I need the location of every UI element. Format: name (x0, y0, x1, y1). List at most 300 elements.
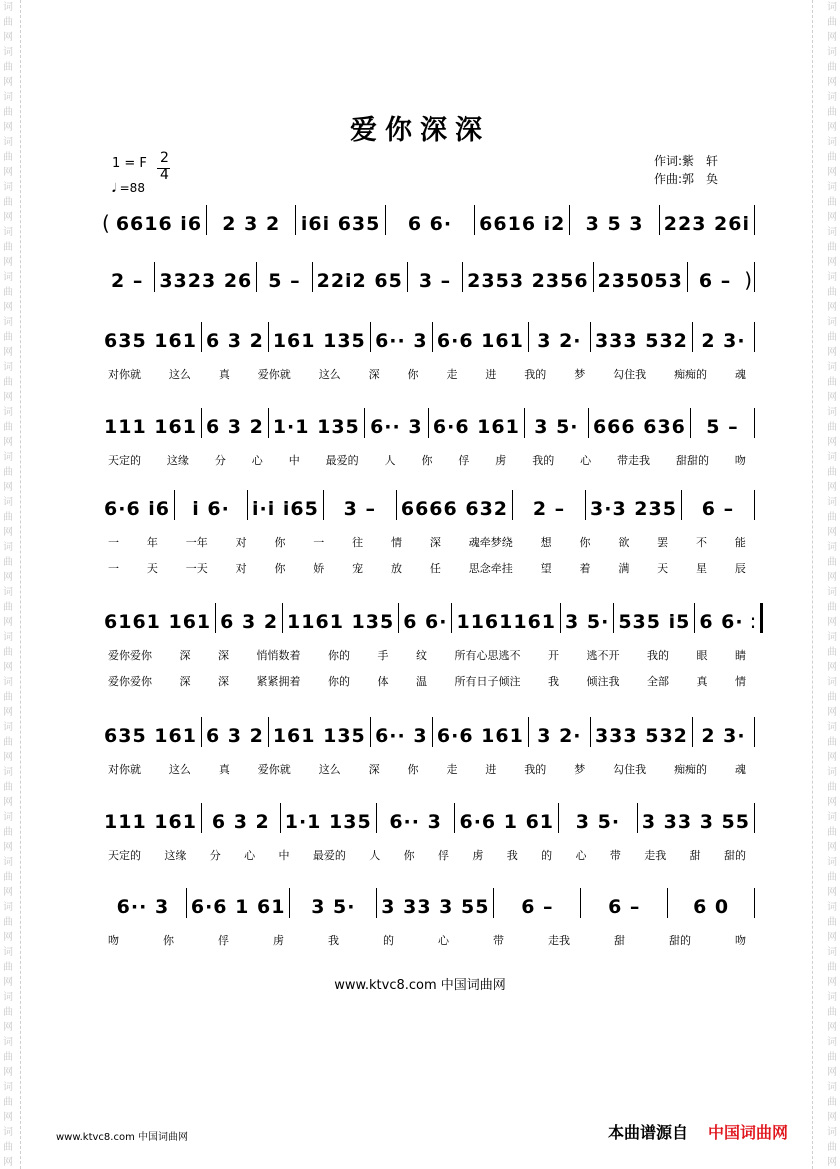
watermark-glyph: 网 (3, 1022, 13, 1033)
lyric-word: 中 (278, 849, 290, 862)
measure: 6·· 3 (375, 725, 428, 747)
watermark-strip-right (824, 0, 840, 1169)
measure: 235053 (597, 270, 683, 292)
measure: 3·3 235 (590, 498, 677, 520)
lyric-word: 全部 (647, 675, 669, 688)
watermark-glyph: 曲 (3, 332, 13, 343)
measure: 111 161 (104, 416, 197, 438)
measure: 3 2· (537, 330, 582, 352)
measure: 6666 632 (400, 498, 509, 520)
lyric-word: 人 (384, 454, 396, 467)
watermark-glyph: 网 (827, 572, 837, 583)
lyric-line (108, 761, 748, 777)
watermark-glyph: 词 (827, 92, 837, 103)
measure: 3 5· (565, 611, 610, 633)
lyric-word: 你 (274, 562, 286, 575)
lyric-word: 心 (251, 454, 263, 467)
lyric-word: 带 (609, 849, 621, 862)
measure: 22i2 65 (316, 270, 403, 292)
watermark-glyph: 词 (827, 47, 837, 58)
lyric-word: 悄悄数着 (256, 649, 301, 662)
measure: 6 0 (693, 896, 730, 918)
watermark-glyph: 曲 (3, 647, 13, 658)
lyric-word: 梦 (574, 763, 586, 776)
watermark-glyph: 词 (3, 182, 13, 193)
lyric-word: 想 (540, 536, 552, 549)
watermark-glyph: 词 (3, 137, 13, 148)
lyric-word: 你 (407, 763, 419, 776)
watermark-glyph: 词 (3, 812, 13, 823)
watermark-glyph: 曲 (3, 737, 13, 748)
lyric-word: 分 (209, 849, 221, 862)
lyric-word: 深 (218, 649, 229, 662)
measure: 6 – (521, 896, 554, 918)
watermark-glyph: 词 (3, 722, 13, 733)
watermark-glyph: 网 (3, 1112, 13, 1123)
lyric-word: 天 (146, 562, 158, 575)
lyric-word: 一 (108, 562, 119, 575)
lyric-word: 魂 (734, 368, 746, 381)
lyric-word: 情 (391, 536, 403, 549)
watermark-glyph: 词 (827, 362, 837, 373)
lyric-word: 情 (735, 675, 746, 688)
lyric-word: 年 (146, 536, 158, 549)
lyric-word: 不 (696, 536, 708, 549)
lyric-word: 我的 (524, 368, 547, 381)
notation-row (100, 717, 755, 747)
lyric-word: 你的 (328, 675, 350, 688)
lyric-word: 对你就 (108, 763, 141, 776)
watermark-glyph: 网 (3, 302, 13, 313)
measure: 2 – (110, 270, 144, 292)
watermark-glyph: 网 (827, 482, 837, 493)
lyric-word: 心 (438, 934, 449, 947)
lyric-word: 的 (383, 934, 394, 947)
measure: 6·6 i6 (104, 498, 171, 520)
lyric-word: 这么 (168, 763, 191, 776)
measure: 6 – (608, 896, 641, 918)
watermark-glyph: 网 (3, 527, 13, 538)
watermark-glyph: 曲 (3, 557, 13, 568)
barline (754, 322, 755, 352)
measure: 6 3 2 (205, 416, 264, 438)
lyric-word: 这么 (318, 368, 341, 381)
watermark-glyph: 词 (827, 857, 837, 868)
watermark-glyph: 曲 (827, 422, 837, 433)
watermark-glyph: 词 (3, 1037, 13, 1048)
watermark-glyph: 网 (827, 77, 837, 88)
watermark-glyph: 曲 (827, 1007, 837, 1018)
watermark-glyph: 词 (827, 1082, 837, 1093)
watermark-glyph: 曲 (827, 647, 837, 658)
lyric-word: 你的 (328, 649, 350, 662)
watermark-glyph: 网 (3, 797, 13, 808)
watermark-glyph: 词 (3, 1127, 13, 1138)
lyric-word: 俘 (438, 849, 449, 862)
lyric-word: 一 (313, 536, 325, 549)
lyric-word: 梦 (574, 368, 586, 381)
watermark-glyph: 曲 (827, 962, 837, 973)
watermark-glyph: 网 (827, 257, 837, 268)
lyric-line (108, 452, 748, 468)
lyric-line (108, 847, 748, 863)
watermark-glyph: 网 (3, 617, 13, 628)
notation-row (100, 603, 755, 633)
watermark-glyph: 曲 (827, 287, 837, 298)
barline (754, 205, 755, 235)
watermark-glyph: 网 (827, 887, 837, 898)
lyric-word: 痴痴的 (674, 368, 708, 381)
watermark-glyph: 网 (827, 932, 837, 943)
measure: 3 33 3 55 (641, 811, 750, 833)
watermark-glyph: 词 (3, 542, 13, 553)
watermark-glyph: 词 (827, 902, 837, 913)
watermark-glyph: 曲 (3, 107, 13, 118)
measure: 6·· 3 (116, 896, 170, 918)
time-signature-bottom: 4 (160, 167, 169, 183)
watermark-glyph: 曲 (827, 602, 837, 613)
watermark-glyph: 网 (827, 1022, 837, 1033)
measure: 3 5 3 (585, 213, 644, 235)
measure: 6 6· (699, 611, 744, 633)
watermark-glyph: 网 (827, 392, 837, 403)
lyric-word: 对 (235, 562, 247, 575)
watermark-glyph: 词 (827, 317, 837, 328)
notation-row (100, 803, 755, 833)
lyric-word: 甜的 (724, 849, 746, 862)
watermark-glyph: 网 (3, 212, 13, 223)
lyric-word: 倾注我 (586, 675, 620, 688)
watermark-glyph: 曲 (3, 17, 13, 28)
watermark-glyph: 曲 (3, 782, 13, 793)
lyric-word: 心 (580, 454, 592, 467)
lyric-word: 深 (179, 649, 191, 662)
measure: 5 – (268, 270, 301, 292)
lyric-line (108, 932, 748, 948)
watermark-glyph: 词 (827, 452, 837, 463)
lyric-word: 往 (352, 536, 364, 549)
watermark-glyph: 曲 (3, 1097, 13, 1108)
lyric-word: 深 (429, 536, 441, 549)
lyric-word: 爱你就 (257, 368, 291, 381)
lyric-word: 真 (218, 368, 230, 381)
measure: 3 – (343, 498, 377, 520)
watermark-glyph: 词 (3, 947, 13, 958)
lyric-word: 最爱的 (312, 849, 346, 862)
measure: 6616 i2 (479, 213, 566, 235)
watermark-glyph: 曲 (827, 692, 837, 703)
watermark-glyph: 网 (827, 977, 837, 988)
lyric-word: 手 (377, 649, 389, 662)
measure: 2 3· (701, 725, 746, 747)
lyric-word: 走我 (644, 849, 667, 862)
watermark-glyph: 曲 (3, 917, 13, 928)
watermark-glyph: 网 (3, 32, 13, 43)
measure: 666 636 (592, 416, 686, 438)
watermark-glyph: 网 (3, 347, 13, 358)
barline (754, 803, 755, 833)
time-signature-top: 2 (160, 150, 169, 166)
lyric-word: 深 (368, 763, 380, 776)
watermark-glyph: 曲 (3, 1052, 13, 1063)
measure: 5 – (706, 416, 739, 438)
lyric-word: 体 (377, 675, 389, 688)
margin-guide-right (812, 0, 813, 1169)
measure: 6 3 2 (211, 811, 270, 833)
lyric-word: 爱你就 (257, 763, 291, 776)
watermark-glyph: 曲 (3, 827, 13, 838)
watermark-glyph: 词 (827, 632, 837, 643)
watermark-glyph: 网 (827, 707, 837, 718)
lyric-word: 放 (391, 562, 403, 575)
measure: 6 3 2 (205, 725, 264, 747)
lyric-word: 我 (328, 934, 339, 947)
measure: 6161 161 (104, 611, 212, 633)
lyric-word: 一 (108, 536, 119, 549)
lyric-word: 俘 (218, 934, 229, 947)
lyric-word: 眼 (696, 649, 708, 662)
watermark-glyph: 网 (827, 662, 837, 673)
watermark-glyph: 词 (3, 317, 13, 328)
lyric-word: 宠 (352, 562, 364, 575)
measure: 1·1 135 (272, 416, 360, 438)
measure: 635 161 (104, 725, 197, 747)
watermark-glyph: 词 (827, 137, 837, 148)
lyric-word: 进 (485, 368, 497, 381)
watermark-glyph: 曲 (3, 512, 13, 523)
lyric-word: 吻 (734, 454, 746, 467)
lyric-word: 分 (214, 454, 226, 467)
watermark-glyph: 曲 (3, 872, 13, 883)
key-signature-block (112, 150, 232, 200)
measure: i6i 635 (300, 213, 381, 235)
lyric-word: 甜 (689, 849, 701, 862)
watermark-glyph: 网 (827, 212, 837, 223)
watermark-glyph: 曲 (827, 197, 837, 208)
lyric-word: 这么 (318, 763, 341, 776)
watermark-glyph: 曲 (3, 467, 13, 478)
lyric-word: 人 (369, 849, 381, 862)
measure: 161 135 (272, 725, 366, 747)
lyric-line (108, 560, 748, 576)
watermark-glyph: 曲 (827, 737, 837, 748)
lyric-word: 能 (734, 536, 746, 549)
key-signature: 1 = F (112, 156, 147, 171)
lyric-word: 心 (244, 849, 256, 862)
lyric-word: 一年 (185, 536, 208, 549)
watermark-glyph: 词 (3, 47, 13, 58)
watermark-glyph: 网 (3, 1157, 13, 1168)
lyric-word: 进 (485, 763, 497, 776)
lyric-word: 任 (429, 562, 441, 575)
lyric-word: 的 (541, 849, 553, 862)
lyric-word: 走我 (548, 934, 570, 947)
watermark-glyph: 曲 (827, 1052, 837, 1063)
watermark-glyph: 词 (827, 1127, 837, 1138)
measure: 535 i5 (618, 611, 691, 633)
measure: 1161 135 (287, 611, 395, 633)
lyric-word: 甜 (614, 934, 625, 947)
notation-row (100, 262, 755, 292)
measure: 6·· 3 (389, 811, 442, 833)
watermark-glyph: 网 (827, 527, 837, 538)
repeat-open-paren: ( (102, 211, 110, 235)
lyric-word: 你 (274, 536, 286, 549)
measure: 3323 26 (159, 270, 253, 292)
watermark-glyph: 词 (827, 992, 837, 1003)
lyric-word: 对你就 (108, 368, 141, 381)
lyric-word: 虏 (495, 454, 507, 467)
watermark-glyph: 曲 (827, 377, 837, 388)
watermark-glyph: 曲 (827, 467, 837, 478)
lyric-word: 魂牵梦绕 (468, 536, 513, 549)
watermark-glyph: 曲 (3, 962, 13, 973)
measure: 6 3 2 (220, 611, 279, 633)
watermark-glyph: 词 (3, 2, 13, 13)
watermark-glyph: 词 (827, 1037, 837, 1048)
watermark-glyph: 曲 (827, 1097, 837, 1108)
watermark-glyph: 词 (3, 1082, 13, 1093)
watermark-glyph: 词 (3, 92, 13, 103)
measure: 333 532 (594, 725, 688, 747)
notation-row (100, 322, 755, 352)
barline (754, 888, 755, 918)
lyric-word: 我的 (647, 649, 669, 662)
lyric-word: 走 (446, 368, 458, 381)
measure: 223 26i (663, 213, 751, 235)
watermark-glyph: 词 (827, 272, 837, 283)
watermark-glyph: 词 (827, 497, 837, 508)
song-title: 爱你深深 (350, 115, 490, 146)
watermark-glyph: 网 (827, 1067, 837, 1078)
lyric-word: 所有日子倾注 (454, 675, 521, 688)
lyric-word: 我 (548, 675, 559, 688)
lyric-word: 痴痴的 (674, 763, 708, 776)
lyric-word: 你 (403, 849, 415, 862)
measure: 3 5· (311, 896, 356, 918)
measure: 6 – (698, 270, 732, 292)
watermark-glyph: 网 (827, 797, 837, 808)
watermark-glyph: 网 (3, 482, 13, 493)
watermark-glyph: 曲 (827, 827, 837, 838)
lyric-word: 一天 (185, 562, 208, 575)
watermark-glyph: 词 (827, 587, 837, 598)
measure: 6·6 161 (432, 416, 520, 438)
watermark-glyph: 网 (827, 437, 837, 448)
footer-source (608, 1120, 788, 1143)
watermark-glyph: 词 (3, 452, 13, 463)
notation-row (100, 888, 755, 918)
lyric-word: 深 (179, 675, 191, 688)
watermark-glyph: 词 (827, 812, 837, 823)
watermark-glyph: 曲 (3, 1142, 13, 1153)
watermark-glyph: 网 (3, 707, 13, 718)
lyric-word: 思念牵挂 (468, 562, 513, 575)
watermark-glyph: 词 (3, 497, 13, 508)
lyric-word: 吻 (735, 934, 746, 947)
measure: 2 – (532, 498, 566, 520)
watermark-glyph: 网 (827, 302, 837, 313)
watermark-glyph: 词 (827, 947, 837, 958)
watermark-glyph: 曲 (827, 107, 837, 118)
watermark-glyph: 词 (827, 407, 837, 418)
lyric-word: 娇 (313, 562, 325, 575)
lyric-word: 中 (288, 454, 300, 467)
watermark-glyph: 网 (3, 752, 13, 763)
lyric-word: 望 (540, 562, 552, 575)
measure: 6616 i6 (115, 213, 203, 235)
lyric-word: 俘 (458, 454, 470, 467)
watermark-glyph: 曲 (3, 62, 13, 73)
watermark-glyph: 词 (827, 182, 837, 193)
measure: 3 2· (537, 725, 582, 747)
watermark-glyph: 曲 (827, 872, 837, 883)
measure: 6·6 1 61 (190, 896, 286, 918)
watermark-glyph: 词 (3, 992, 13, 1003)
footer-source-label: 本曲谱源自 (608, 1123, 689, 1142)
lyricist-credit: 作词:紫 轩 (654, 154, 719, 168)
measure: 6 – (701, 498, 735, 520)
lyric-word: 满 (618, 562, 630, 575)
lyric-word: 深 (368, 368, 380, 381)
lyric-word: 你 (579, 536, 591, 549)
measure: 3 33 3 55 (381, 896, 490, 918)
watermark-glyph: 词 (3, 632, 13, 643)
measure: 161 135 (272, 330, 366, 352)
measure: 6·6 1 61 (459, 811, 555, 833)
measure: 6·6 161 (436, 330, 524, 352)
lyric-word: 紧紧拥着 (256, 675, 301, 688)
lyric-word: 爱你爱你 (108, 675, 152, 688)
watermark-glyph: 词 (3, 227, 13, 238)
measure: 3 5· (575, 811, 621, 833)
repeat-close-mark: : (749, 609, 757, 633)
watermark-glyph: 网 (827, 32, 837, 43)
watermark-glyph: 网 (3, 572, 13, 583)
watermark-glyph: 网 (827, 842, 837, 853)
lyric-word: 带 (493, 934, 504, 947)
lyric-word: 魂 (734, 763, 746, 776)
watermark-glyph: 网 (827, 617, 837, 628)
watermark-glyph: 曲 (827, 152, 837, 163)
lyric-line (108, 534, 748, 550)
measure: 333 532 (594, 330, 688, 352)
watermark-glyph: 曲 (3, 1007, 13, 1018)
lyric-line (108, 366, 748, 382)
watermark-glyph: 曲 (827, 917, 837, 928)
watermark-glyph: 网 (3, 392, 13, 403)
notation-row (100, 490, 755, 520)
barline (754, 408, 755, 438)
lyric-word: 对 (235, 536, 247, 549)
watermark-glyph: 曲 (827, 782, 837, 793)
watermark-glyph: 曲 (3, 422, 13, 433)
lyric-word: 吻 (108, 934, 119, 947)
notation-row (100, 408, 755, 438)
lyric-word: 温 (416, 675, 427, 688)
watermark-glyph: 曲 (827, 557, 837, 568)
watermark-glyph: 网 (3, 167, 13, 178)
watermark-glyph: 曲 (3, 602, 13, 613)
watermark-glyph: 词 (3, 272, 13, 283)
barline (754, 490, 755, 520)
lyric-word: 带走我 (617, 454, 651, 467)
watermark-glyph: 网 (827, 122, 837, 133)
watermark-glyph: 曲 (827, 512, 837, 523)
barline (760, 603, 763, 633)
watermark-glyph: 曲 (827, 62, 837, 73)
watermark-glyph: 曲 (3, 152, 13, 163)
